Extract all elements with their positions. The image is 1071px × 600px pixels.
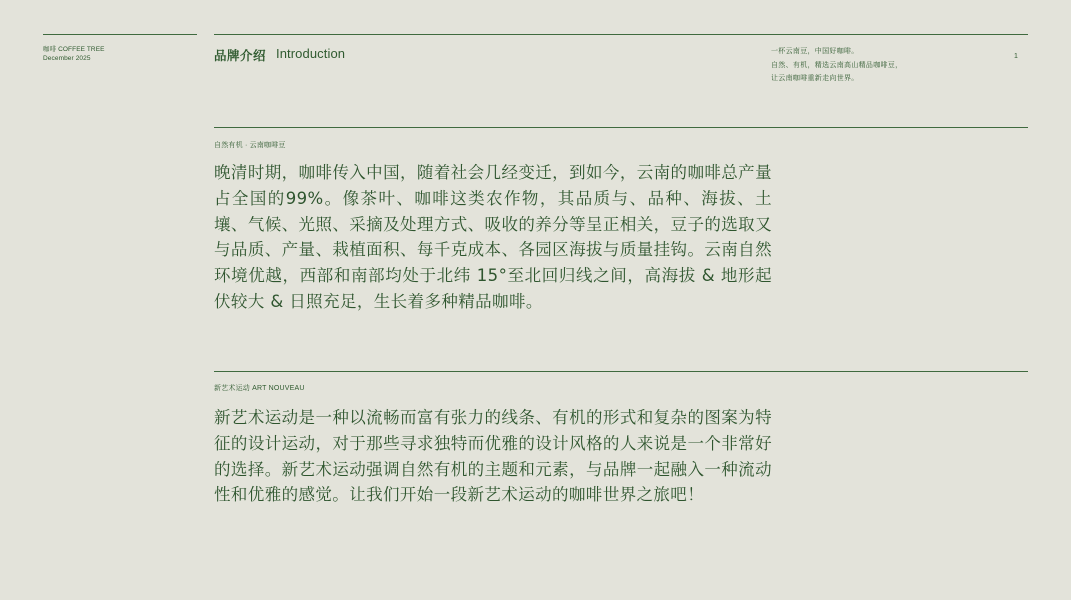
section-body: 晚清时期，咖啡传入中国，随着社会几经变迁，到如今，云南的咖啡总产量占全国的99%。像茶叶、咖啡这类农作物，其品质与、品种、海拔、土壤、气候、光照、采摘及处理方式、吸收的养分等呈正相关，豆子的选取又与品质、产量、栽植面积、每千克成本、各园区海拔与质量挂钩。云南自然环境优越，西部和南部均处于北纬 15°至北回归线之间，高海拔 & 地形起伏较大 & 日照充足，生长着多种精品咖啡。	[214, 163, 772, 311]
top-main-rule	[214, 34, 1028, 35]
section-2-rule	[214, 371, 1028, 372]
page-title-cn: 品牌介绍	[214, 49, 267, 63]
section-1-rule	[214, 127, 1028, 128]
top-left-rule	[43, 34, 197, 35]
tagline	[771, 45, 902, 86]
brand-block	[43, 45, 105, 63]
tagline-line: 自然、有机，精选云南高山精品咖啡豆，	[771, 61, 903, 69]
section-label: 自然有机 · 云南咖啡豆	[214, 142, 286, 149]
section-label: 新艺术运动 ART NOUVEAU	[214, 385, 305, 392]
page-title-en: Introduction	[276, 46, 346, 61]
brand-name: 咖啡 COFFEE TREE	[43, 46, 105, 53]
tagline-line: 一杯云南豆，中国好咖啡。	[771, 48, 859, 55]
tagline-line: 让云南咖啡重新走向世界。	[771, 75, 859, 82]
section-body: 新艺术运动是一种以流畅而富有张力的线条、有机的形式和复杂的图案为特征的设计运动，对于那些寻求独特而优雅的设计风格的人来说是一个非常好的选择。新艺术运动强调自然有机的主题和元素，与品牌一起融入一种流动性和优雅的感觉。让我们开始一段新艺术运动的咖啡世界之旅吧！	[214, 408, 772, 505]
brand-date: December 2025	[43, 55, 91, 62]
page-number: 1	[1014, 53, 1018, 60]
